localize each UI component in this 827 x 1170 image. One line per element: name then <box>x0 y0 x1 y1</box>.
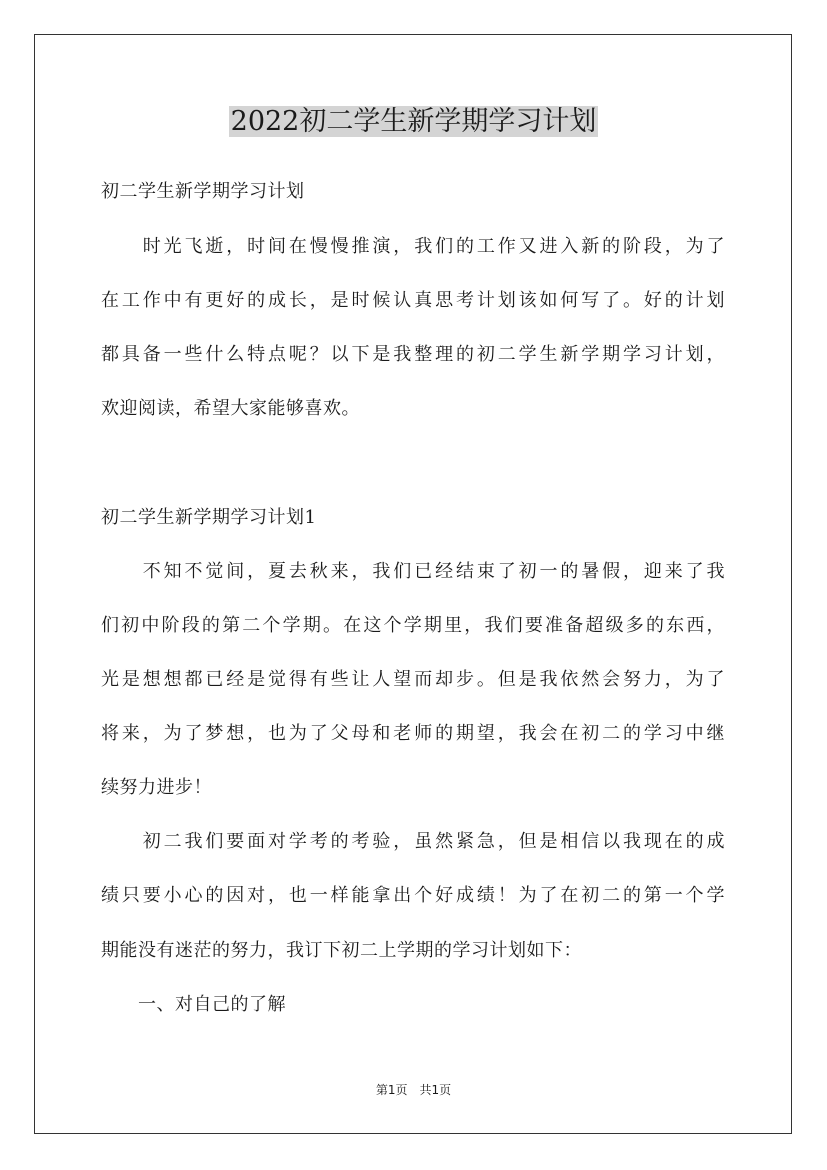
paragraph-line: 初二我们要面对学考的考验，虽然紧急，但是相信以我现在的成 <box>101 831 725 852</box>
paragraph-line: 不知不觉间，夏去秋来，我们已经结束了初一的暑假，迎来了我 <box>101 561 725 582</box>
subtitle-line: 初二学生新学期学习计划 <box>101 181 305 202</box>
paragraph-line: 将来，为了梦想，也为了父母和老师的期望，我会在初二的学习中继 <box>101 723 725 744</box>
paragraph-line: 光是想想都已经是觉得有些让人望而却步。但是我依然会努力，为了 <box>101 669 725 690</box>
paragraph-line: 绩只要小心的因对，也一样能拿出个好成绩！为了在初二的第一个学 <box>101 885 725 906</box>
paragraph-line: 时光飞逝，时间在慢慢推演，我们的工作又进入新的阶段，为了 <box>101 236 725 257</box>
document-title-text: 2022初二学生新学期学习计划 <box>230 106 597 137</box>
paragraph-line: 在工作中有更好的成长，是时候认真思考计划该如何写了。好的计划 <box>101 290 725 311</box>
paragraph-line: 都具备一些什么特点呢？以下是我整理的初二学生新学期学习计划， <box>101 344 725 365</box>
paragraph-line: 续努力进步！ <box>101 777 212 798</box>
page-footer: 第1页 共1页 <box>375 1083 452 1097</box>
paragraph-line: 期能没有迷茫的努力，我订下初二上学期的学习计划如下： <box>101 940 582 961</box>
document-title <box>0 102 827 142</box>
paragraph-line: 们初中阶段的第二个学期。在这个学期里，我们要准备超级多的东西， <box>101 615 725 636</box>
section-heading: 初二学生新学期学习计划1 <box>101 507 317 528</box>
paragraph-line: 欢迎阅读，希望大家能够喜欢。 <box>101 398 360 419</box>
list-heading: 一、对自己的了解 <box>101 994 286 1015</box>
